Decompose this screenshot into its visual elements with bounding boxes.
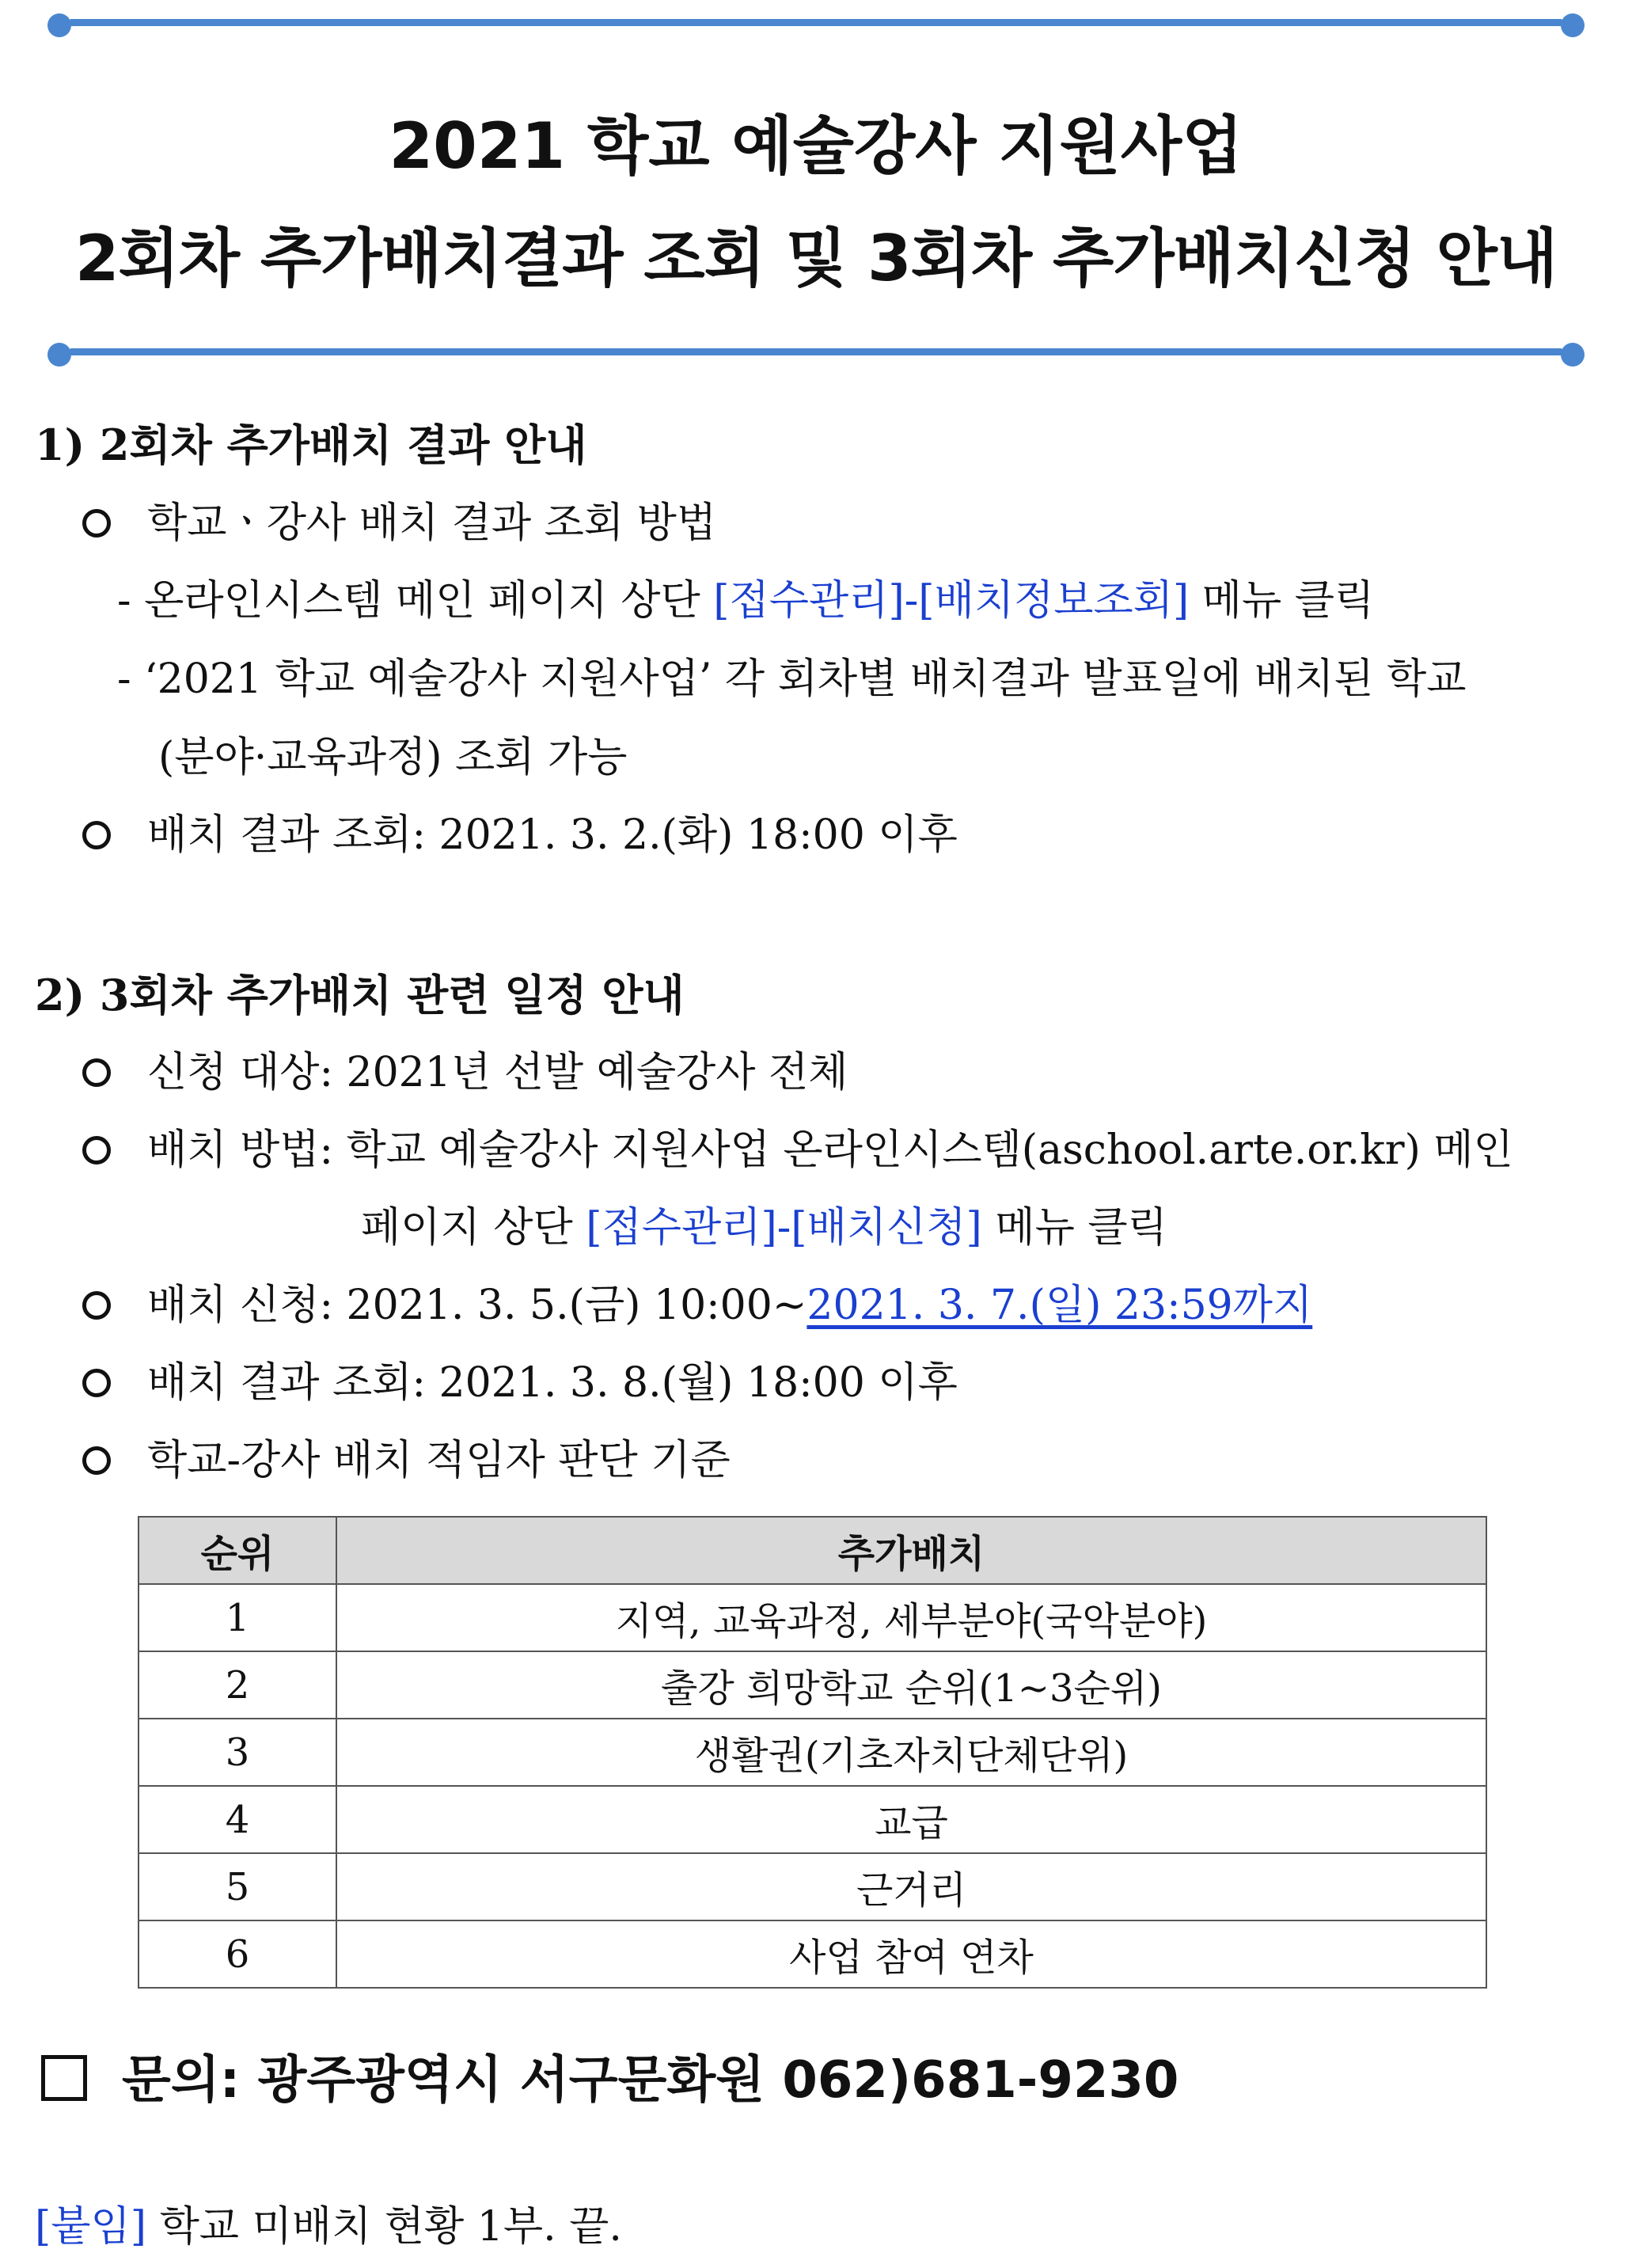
circle-bullet-icon	[82, 821, 111, 849]
menu-path-link[interactable]: [접수관리]-[배치정보조회]	[713, 577, 1190, 625]
rank-cell: 2	[139, 1651, 336, 1719]
rank-cell: 6	[139, 1920, 336, 1988]
table-row	[139, 1584, 1486, 1651]
circle-bullet-icon	[82, 1058, 111, 1087]
criteria-cell: 근거리	[336, 1853, 1486, 1920]
title-line-2: 2회차 추가배치결과 조회 및 3회차 추가배치신청 안내	[74, 222, 1558, 295]
criteria-cell: 교급	[336, 1786, 1486, 1853]
criteria-cell: 사업 참여 연차	[336, 1920, 1486, 1988]
table-row	[139, 1719, 1486, 1786]
circle-bullet-icon	[82, 1446, 111, 1475]
circle-bullet-icon	[82, 1369, 111, 1397]
rank-cell: 5	[139, 1853, 336, 1920]
table-row	[139, 1853, 1486, 1920]
section1-sub-announce-line1: - ‘2021 학교 예술강사 지원사업’ 각 회차별 배치결과 발표일에 배치된 학교	[117, 655, 1467, 703]
section2-heading: 2) 3회차 추가배치 관련 일정 안내	[35, 970, 685, 1020]
section2-item-criteria: 학교-강사 배치 적임자 판단 기준	[82, 1427, 731, 1486]
table-header-rank: 순위	[139, 1517, 336, 1584]
attachment-line: [붙임] 학교 미배치 현황 1부. 끝.	[35, 2203, 622, 2251]
rank-cell: 3	[139, 1719, 336, 1786]
contact-line: 문의: 광주광역시 서구문화원 062)681-9230	[41, 2039, 1178, 2112]
section1-item-method: 학교ㆍ강사 배치 결과 조회 방법	[82, 489, 716, 549]
section2-item-method-line1: 배치 방법: 학교 예술강사 지원사업 온라인시스템(aschool.arte.or.kr) 메인	[82, 1116, 1513, 1176]
section2-item-apply-period: 배치 신청: 2021. 3. 5.(금) 10:00~2021. 3. 7.(일) 23:59까지	[82, 1271, 1312, 1331]
section1-sub-menu: - 온라인시스템 메인 페이지 상단 [접수관리]-[배치정보조회] 메뉴 클릭	[117, 577, 1375, 625]
menu-path-link[interactable]: [접수관리]-[배치신청]	[586, 1204, 982, 1252]
section1-sub-announce-line2: (분야·교육과정) 조회 가능	[158, 734, 628, 781]
deadline-highlight: 2021. 3. 7.(일) 23:59까지	[807, 1282, 1313, 1329]
table-header-row	[139, 1517, 1486, 1584]
section1-heading: 1) 2회차 추가배치 결과 안내	[35, 420, 587, 470]
table-header-criteria: 추가배치	[336, 1517, 1486, 1584]
bottom-decorative-rule	[54, 347, 1578, 356]
circle-bullet-icon	[82, 1136, 111, 1164]
table-row	[139, 1786, 1486, 1853]
section2-item-result-date: 배치 결과 조회: 2021. 3. 8.(월) 18:00 이후	[82, 1349, 958, 1408]
section1-item-result-date: 배치 결과 조회: 2021. 3. 2.(화) 18:00 이후	[82, 801, 958, 860]
table-row	[139, 1920, 1486, 1988]
rank-cell: 1	[139, 1584, 336, 1651]
criteria-cell: 출강 희망학교 순위(1∼3순위)	[336, 1651, 1486, 1719]
table-row	[139, 1651, 1486, 1719]
circle-bullet-icon	[82, 1291, 111, 1320]
section2-item-method-line2: 페이지 상단 [접수관리]-[배치신청] 메뉴 클릭	[361, 1204, 1167, 1252]
title-line-1: 2021 학교 예술강사 지원사업	[389, 109, 1243, 183]
criteria-cell: 지역, 교육과정, 세부분야(국악분야)	[336, 1584, 1486, 1651]
criteria-table	[138, 1516, 1487, 1989]
rank-cell: 4	[139, 1786, 336, 1853]
top-decorative-rule	[54, 17, 1578, 27]
circle-bullet-icon	[82, 509, 111, 538]
section2-item-target: 신청 대상: 2021년 선발 예술강사 전체	[82, 1039, 848, 1098]
checkbox-square-icon	[41, 2055, 87, 2101]
criteria-cell: 생활권(기초자치단체단위)	[336, 1719, 1486, 1786]
attachment-label: [붙임]	[35, 2203, 147, 2251]
